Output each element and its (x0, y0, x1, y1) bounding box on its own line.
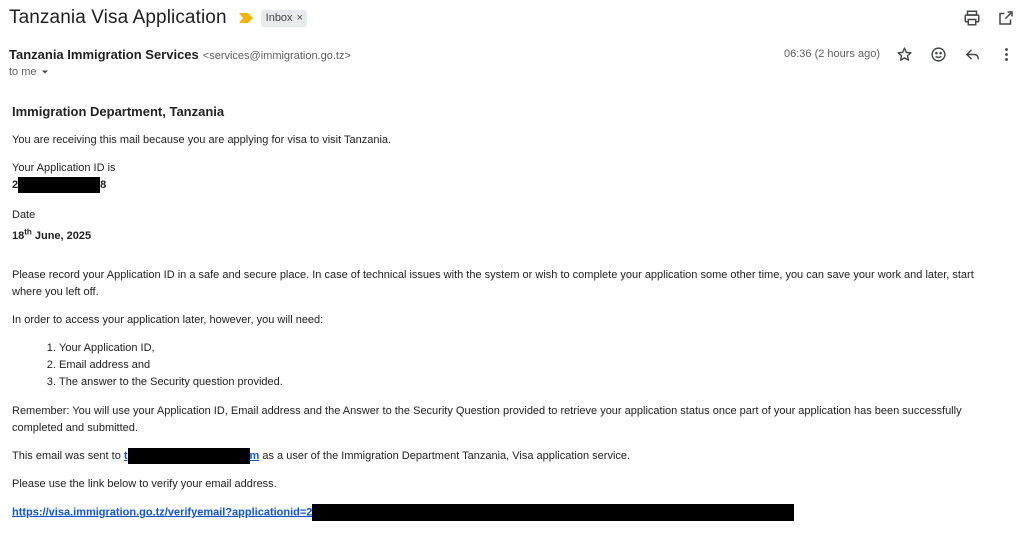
recipient-email-end: m (249, 450, 260, 462)
remove-label-button[interactable]: × (296, 12, 303, 24)
intro-paragraph: You are receiving this mail because you are applying for visa to visit Tanzania. (12, 134, 392, 146)
record-paragraph: Please record your Application ID in a safe and secure place. In case of technical issues with the system or wish to complete your application some other time, you can save your work and later, start where you left off. (12, 269, 974, 298)
sent-to-paragraph (12, 448, 1002, 465)
sender-name[interactable]: Tanzania Immigration Services (9, 47, 199, 62)
recipient-email-link[interactable] (124, 450, 259, 462)
list-item: 2. Email address and (59, 357, 1002, 374)
date-label: Date (12, 209, 36, 221)
message-meta (784, 44, 1016, 64)
list-item: 1. Your Application ID, (59, 340, 1002, 357)
print-icon[interactable] (962, 8, 982, 28)
inbox-label-text: Inbox (265, 12, 293, 24)
date-rest: June, 2025 (31, 230, 92, 242)
app-id-suffix: 8 (100, 179, 107, 191)
app-id-value (12, 177, 1002, 194)
chevron-down-icon[interactable] (40, 67, 50, 77)
verify-paragraph: Please use the link below to verify your email address. (12, 478, 277, 490)
remember-paragraph: Remember: You will use your Application ID, Email address and the Answer to the Security Question provided to retrieve your application status once part of your application has been successfully completed and submitted. (12, 405, 962, 434)
reply-icon[interactable] (962, 44, 982, 64)
sent-to-suffix: as a user of the Immigration Department Tanzania, Visa application service. (259, 450, 631, 462)
recipient-label: to me (9, 66, 37, 78)
app-id-label: Your Application ID is (12, 162, 116, 174)
verify-email-link[interactable]: https://visa.immigration.go.tz/verifyemail?applicationid=2 (12, 506, 313, 519)
sent-to-prefix: This email was sent to (12, 450, 124, 462)
app-id-prefix: 2 (12, 179, 19, 191)
redacted-verify-link (312, 504, 794, 521)
sender-email: <services@immigration.go.tz> (202, 50, 351, 62)
email-body (12, 103, 1002, 521)
redacted-recipient-email (128, 448, 250, 464)
star-icon[interactable] (894, 44, 914, 64)
timestamp: 06:36 (2 hours ago) (783, 48, 880, 60)
email-subject: Tanzania Visa Application (9, 7, 227, 28)
importance-marker-icon[interactable] (239, 13, 253, 23)
requirements-list (47, 340, 1002, 391)
open-in-new-window-icon[interactable] (996, 8, 1016, 28)
redacted-app-id (18, 177, 100, 193)
date-value (12, 228, 1002, 245)
org-title: Immigration Department, Tanzania (12, 104, 225, 119)
recipient-row (9, 66, 50, 78)
list-item: 3. The answer to the Security question provided. (59, 374, 1002, 391)
access-paragraph: In order to access your application later, however, you will need: (12, 314, 324, 326)
top-toolbar (962, 8, 1016, 28)
inbox-label-chip[interactable] (261, 10, 307, 27)
subject-row (9, 4, 307, 32)
sender-row (9, 47, 351, 62)
more-vert-icon[interactable] (996, 44, 1016, 64)
verify-link-row (12, 504, 1002, 521)
date-suffix: th (24, 227, 32, 237)
date-day: 18 (12, 230, 25, 242)
emoji-icon[interactable] (928, 44, 948, 64)
recipient-email-start: t (123, 450, 128, 462)
